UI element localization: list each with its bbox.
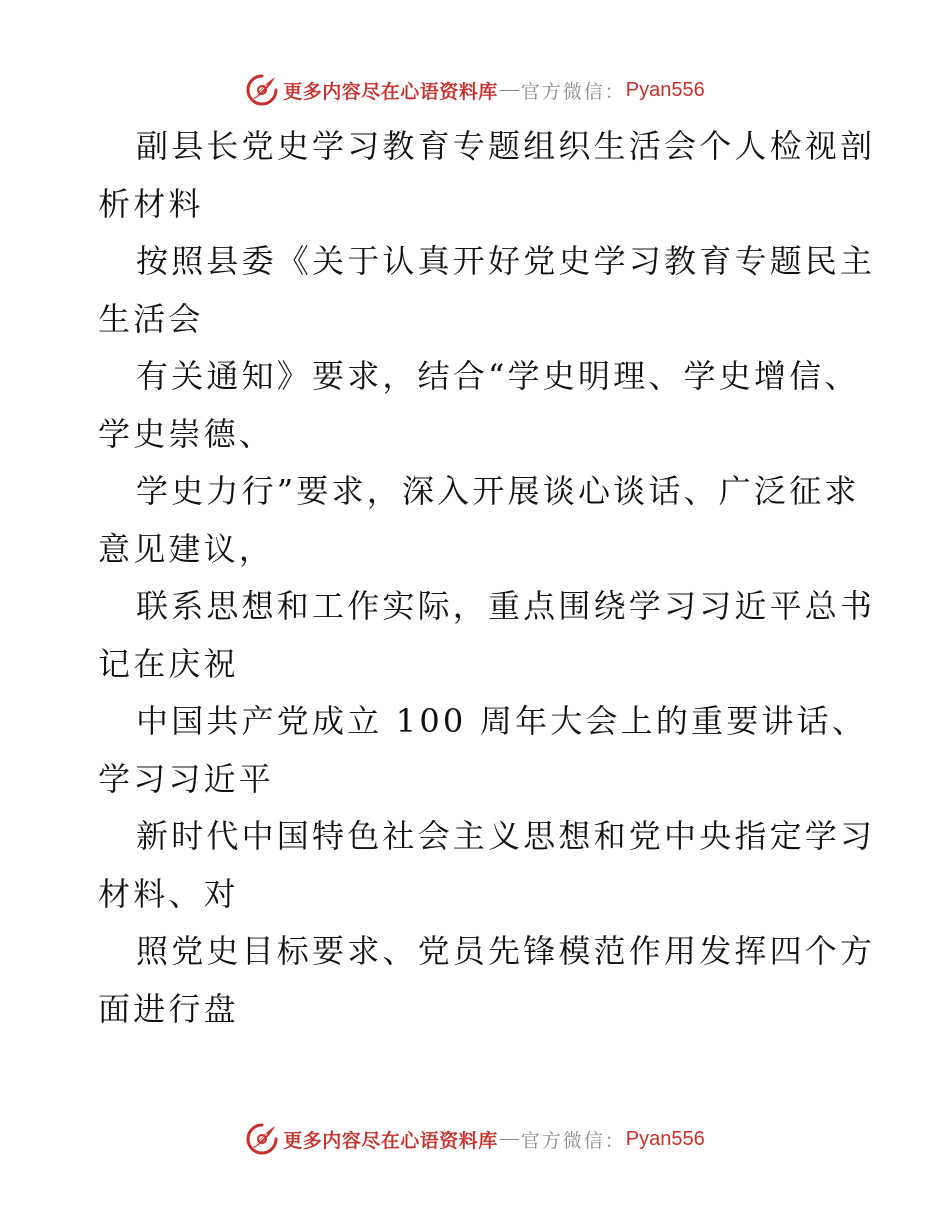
paragraph (98, 693, 868, 808)
footer-brand-text: 更多内容尽在心语资料库 (283, 1129, 498, 1152)
header-wechat-label: 官方微信： (520, 80, 626, 103)
paragraph-line: 副县长党史学习教育专题组织生活会个人检视剖 (136, 127, 876, 165)
paragraph-line: 照党史目标要求、党员先锋模范作用发挥四个方 (136, 932, 876, 970)
paragraph-line: 学习习近平 (98, 759, 275, 798)
footer-separator: — (499, 1128, 519, 1149)
header-brand-text: 更多内容尽在心语资料库 (283, 80, 498, 103)
document-body (98, 118, 876, 1038)
paragraph-line: 材料、对 (98, 874, 239, 913)
quill-pen-logo-icon (245, 1122, 279, 1156)
paragraph-line: 生活会 (98, 299, 204, 338)
paragraph (98, 923, 876, 1038)
paragraph-title (98, 118, 876, 233)
paragraph (98, 348, 858, 463)
paragraph (98, 808, 876, 923)
paragraph (98, 233, 876, 348)
quill-pen-logo-icon (245, 73, 279, 107)
paragraph-line: 面进行盘 (98, 989, 239, 1028)
footer-banner (0, 1121, 950, 1157)
paragraph-line: 学史力行”要求，深入开展谈心谈话、广泛征求 (136, 472, 860, 510)
footer-wechat-label: 官方微信： (520, 1129, 626, 1152)
paragraph (98, 578, 876, 693)
paragraph-line: 联系思想和工作实际，重点围绕学习习近平总书 (136, 587, 876, 625)
paragraph-line: 新时代中国特色社会主义思想和党中央指定学习 (136, 817, 876, 855)
header-wechat-id: Pyan556 (625, 78, 705, 101)
paragraph-line: 有关通知》要求，结合“学史明理、学史增信、 (136, 357, 860, 395)
paragraph-line: 析材料 (98, 184, 204, 223)
header-separator: — (499, 79, 519, 100)
header-banner (0, 72, 950, 108)
paragraph-line: 意见建议， (98, 529, 275, 568)
footer-wechat-id: Pyan556 (625, 1127, 705, 1150)
paragraph (98, 463, 858, 578)
paragraph-line: 记在庆祝 (98, 644, 239, 683)
paragraph-line: 学史崇德、 (98, 414, 275, 453)
paragraph-line: 按照县委《关于认真开好党史学习教育专题民主 (136, 242, 876, 280)
paragraph-line: 中国共产党成立 100 周年大会上的重要讲话、 (136, 702, 868, 740)
